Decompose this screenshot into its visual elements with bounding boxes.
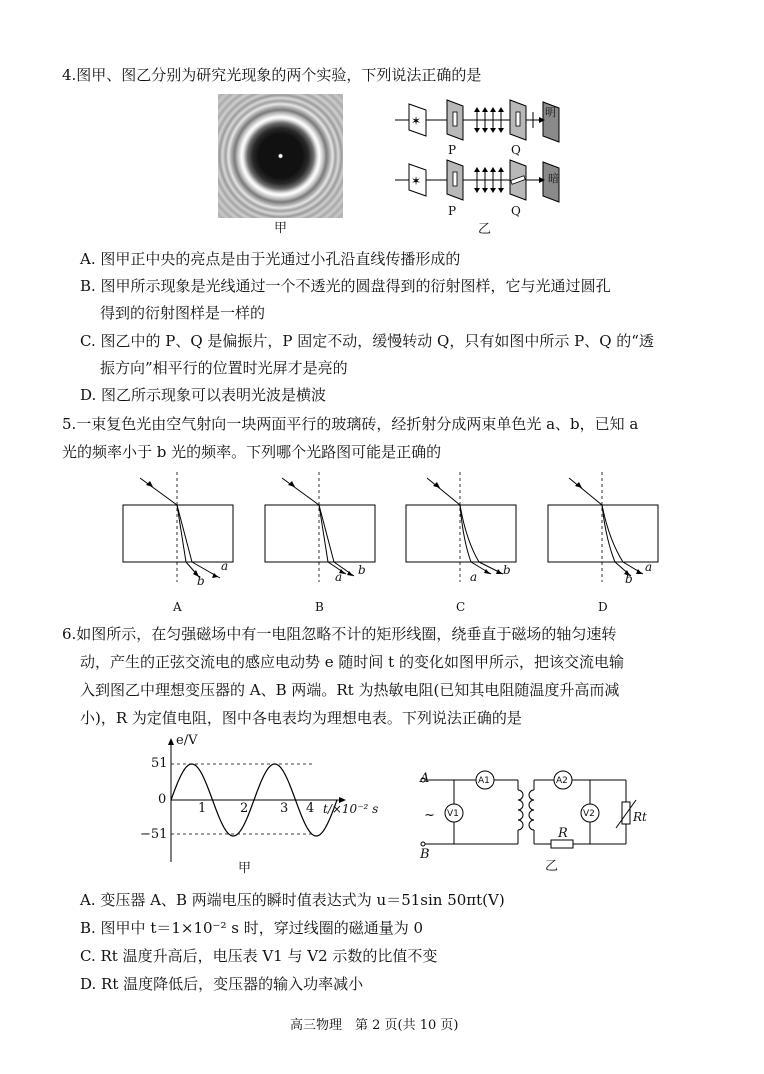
label-ming: 明: [545, 106, 556, 119]
q4-option-c-line2: 振方向”相平行的位置时光屏才是亮的: [100, 359, 348, 377]
graph-xtick-3: 3: [280, 801, 289, 816]
q6-stem-line4: 小)，R 为定值电阻，图中各电表均为理想电表。下列说法正确的是: [80, 709, 522, 727]
diagram-a-caption: A: [173, 600, 182, 614]
diagram-a-ray1-label: b: [197, 574, 205, 588]
diagram-c-ray2-label: b: [503, 563, 511, 577]
label-p-lower: P: [448, 204, 457, 218]
circuit-label-a1: A1: [478, 776, 490, 786]
circuit-label-rt: Rt: [633, 810, 647, 824]
q4-option-d: D. 图乙所示现象可以表明光波是横波: [80, 386, 327, 404]
circuit-label-r: R: [558, 826, 568, 841]
label-q-upper: Q: [511, 143, 521, 157]
q4-option-a: A. 图甲正中央的亮点是由于光通过小孔沿直线传播形成的: [80, 250, 461, 268]
graph-caption: 甲: [238, 861, 252, 876]
polarizer-figure: [395, 96, 570, 221]
label-q-lower: Q: [511, 204, 521, 218]
diagram-b-ray1-label: a: [335, 570, 343, 584]
circuit-ac-source: ~: [424, 808, 435, 823]
q6-option-c: C. Rt 温度升高后，电压表 V1 与 V2 示数的比值不变: [80, 947, 438, 965]
diagram-c-ray1-label: a: [470, 570, 478, 584]
circuit-label-a: A: [420, 771, 430, 786]
q4-option-b-line1: B. 图甲所示现象是光线通过一个不透光的圆盘得到的衍射图样，它与光通过圆孔: [80, 277, 611, 295]
svg-text:✶: ✶: [411, 174, 422, 188]
graph-xtick-2: 2: [240, 801, 249, 816]
q4-option-b-line2: 得到的衍射图样是一样的: [100, 304, 266, 322]
fig-yi-caption: 乙: [478, 222, 492, 237]
q5-stem-line1: 5.一束复色光由空气射向一块两面平行的玻璃砖，经折射分成两束单色光 a、b，已知 a: [62, 415, 639, 433]
graph-ylabel: e/V: [176, 733, 198, 748]
label-an: 暗: [548, 172, 559, 185]
q4-option-c-line1: C. 图乙中的 P、Q 是偏振片，P 固定不动，缓慢转动 Q，只有如图中所示 P、Q 的“透: [80, 332, 654, 350]
circuit-caption: 乙: [545, 859, 559, 874]
svg-text:✶: ✶: [411, 114, 422, 128]
circuit-label-v2: V2: [583, 809, 595, 819]
thermistor-rt: [622, 802, 630, 824]
polarizer-setup-bright: [395, 100, 559, 142]
graph-ytick-bottom: −51: [140, 827, 168, 842]
label-p-upper: P: [448, 143, 457, 157]
circuit-label-b: B: [420, 847, 430, 862]
circuit-label-a2: A2: [556, 776, 568, 786]
graph-xlabel: t/×10⁻² s: [323, 802, 379, 816]
graph-xtick-1: 1: [198, 801, 207, 816]
q4-stem: 4.图甲、图乙分别为研究光现象的两个实验，下列说法正确的是: [62, 66, 482, 84]
fig-jia-caption: 甲: [274, 221, 288, 236]
diagram-d-ray1-label: b: [625, 572, 633, 586]
circuit-label-v1: V1: [447, 809, 459, 819]
graph-ytick-top: 51: [151, 756, 168, 771]
graph-ytick-zero: 0: [158, 792, 167, 807]
diagram-b-ray2-label: b: [358, 563, 366, 577]
graph-xtick-4: 4: [306, 801, 315, 816]
diagram-b-caption: B: [315, 600, 324, 614]
resistor-r: [551, 840, 573, 848]
diagram-c-caption: C: [456, 600, 466, 614]
q6-option-d: D. Rt 温度降低后，变压器的输入功率减小: [80, 975, 364, 993]
q6-option-b: B. 图甲中 t＝1×10⁻² s 时，穿过线圈的磁通量为 0: [80, 919, 424, 937]
polarizer-setup-dark: [395, 160, 559, 202]
diffraction-pattern-figure: [218, 94, 343, 218]
q6-stem-line1: 6.如图所示，在匀强磁场中有一电阻忽略不计的矩形线圈，绕垂直于磁场的轴匀速转: [62, 625, 617, 643]
page-footer: 高三物理 第 2 页(共 10 页): [290, 1018, 459, 1033]
diagram-a-ray2-label: a: [221, 559, 229, 573]
q5-stem-line2: 光的频率小于 b 光的频率。下列哪个光路图可能是正确的: [62, 443, 442, 461]
diagram-d-caption: D: [598, 600, 608, 614]
diagram-d-ray2-label: a: [645, 560, 653, 574]
q6-stem-line2: 动，产生的正弦交流电的感应电动势 e 随时间 t 的变化如图甲所示，把该交流电输: [80, 653, 624, 671]
q6-option-a: A. 变压器 A、B 两端电压的瞬时值表达式为 u＝51sin 50πt(V): [80, 891, 505, 909]
q6-stem-line3: 入到图乙中理想变压器的 A、B 两端。Rt 为热敏电阻(已知其电阻随温度升高而减: [80, 681, 620, 699]
